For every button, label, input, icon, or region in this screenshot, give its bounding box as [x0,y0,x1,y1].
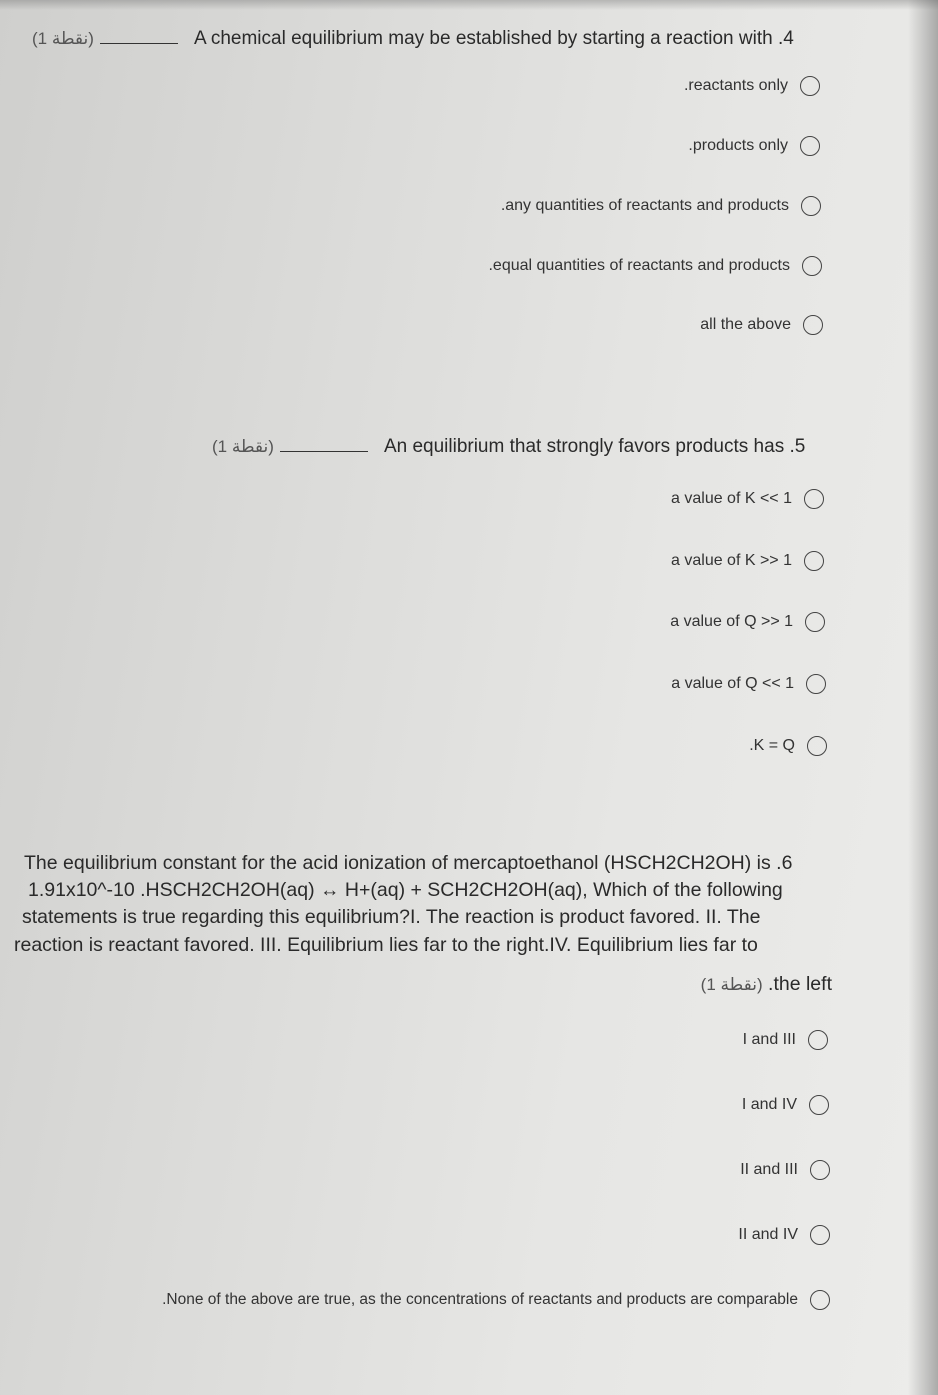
question-4-option-2[interactable] [688,136,820,156]
question-6-option-5[interactable] [162,1290,830,1310]
question-5-option-3[interactable] [670,612,825,632]
radio-button[interactable] [801,196,821,216]
option-label: .reactants only [683,77,788,94]
question-6-option-4[interactable] [738,1225,830,1245]
radio-button[interactable] [809,1095,829,1115]
option-label: a value of K << 1 [671,490,792,507]
option-label: I and III [742,1031,796,1048]
question-4-text: A chemical equilibrium may be established by starting a reaction with .4 [193,28,794,49]
option-label: all the above [700,316,791,333]
question-6-option-1[interactable] [743,1030,828,1050]
radio-button[interactable] [804,551,824,571]
radio-button[interactable] [802,256,822,276]
question-5-points: (نقطة 1) [212,437,274,456]
option-label: a value of K >> 1 [671,552,792,569]
question-6-points: (نقطة 1) [700,975,763,994]
question-5-answer-blank [280,439,368,452]
question-4-answer-blank [100,31,178,44]
question-4-option-5[interactable] [700,315,823,335]
option-label: II and IV [738,1226,798,1243]
question-4-header [32,28,794,50]
option-label: a value of Q << 1 [671,675,794,692]
question-6-option-2[interactable] [742,1095,829,1115]
question-6-text-line-1: The equilibrium constant for the acid ionization of mercaptoethanol (HSCH2CH2OH) is .6 [24,852,793,874]
radio-button[interactable] [804,489,824,509]
radio-button[interactable] [808,1030,828,1050]
question-6-text-line-2: 1.91x10^-10 .HSCH2CH2OH(aq) ↔ H+(aq) + SCH2CH2OH(aq), Which of the following [28,879,783,901]
option-label: II and III [740,1161,798,1178]
radio-button[interactable] [810,1160,830,1180]
option-label: .products only [688,137,788,154]
option-label: .K = Q [749,737,795,754]
option-label: .any quantities of reactants and products [500,197,789,214]
radio-button[interactable] [805,612,825,632]
page-right-edge [908,0,938,1395]
question-5-option-5[interactable] [749,736,827,756]
radio-button[interactable] [806,674,826,694]
radio-button[interactable] [807,736,827,756]
option-label: I and IV [741,1096,797,1113]
question-5-option-2[interactable] [671,551,824,571]
question-5-text: An equilibrium that strongly favors products has .5 [383,436,806,457]
radio-button[interactable] [810,1290,830,1310]
radio-button[interactable] [800,136,820,156]
option-label: .equal quantities of reactants and products [488,257,790,274]
question-6-text-tail: .the left [768,973,832,995]
question-4-points: (نقطة 1) [32,29,94,48]
option-label: a value of Q >> 1 [670,613,793,630]
question-5-option-4[interactable] [671,674,826,694]
question-6-text-line-4: reaction is reactant favored. III. Equilibrium lies far to the right.IV. Equilibrium lies far to [14,934,758,956]
question-4-option-1[interactable] [684,76,820,96]
question-4-option-3[interactable] [501,196,821,216]
radio-button[interactable] [810,1225,830,1245]
option-label: .None of the above are true, as the concentrations of reactants and products are comparable [162,1291,798,1308]
question-6-text-line-5 [701,973,832,996]
question-4-option-4[interactable] [488,256,822,276]
radio-button[interactable] [803,315,823,335]
radio-button[interactable] [800,76,820,96]
question-5-header [212,436,805,458]
question-5-option-1[interactable] [671,489,824,509]
question-6-option-3[interactable] [740,1160,830,1180]
page-top-edge [0,0,938,10]
question-6-text-line-3: statements is true regarding this equilibrium?I. The reaction is product favored. II. The [22,906,761,928]
